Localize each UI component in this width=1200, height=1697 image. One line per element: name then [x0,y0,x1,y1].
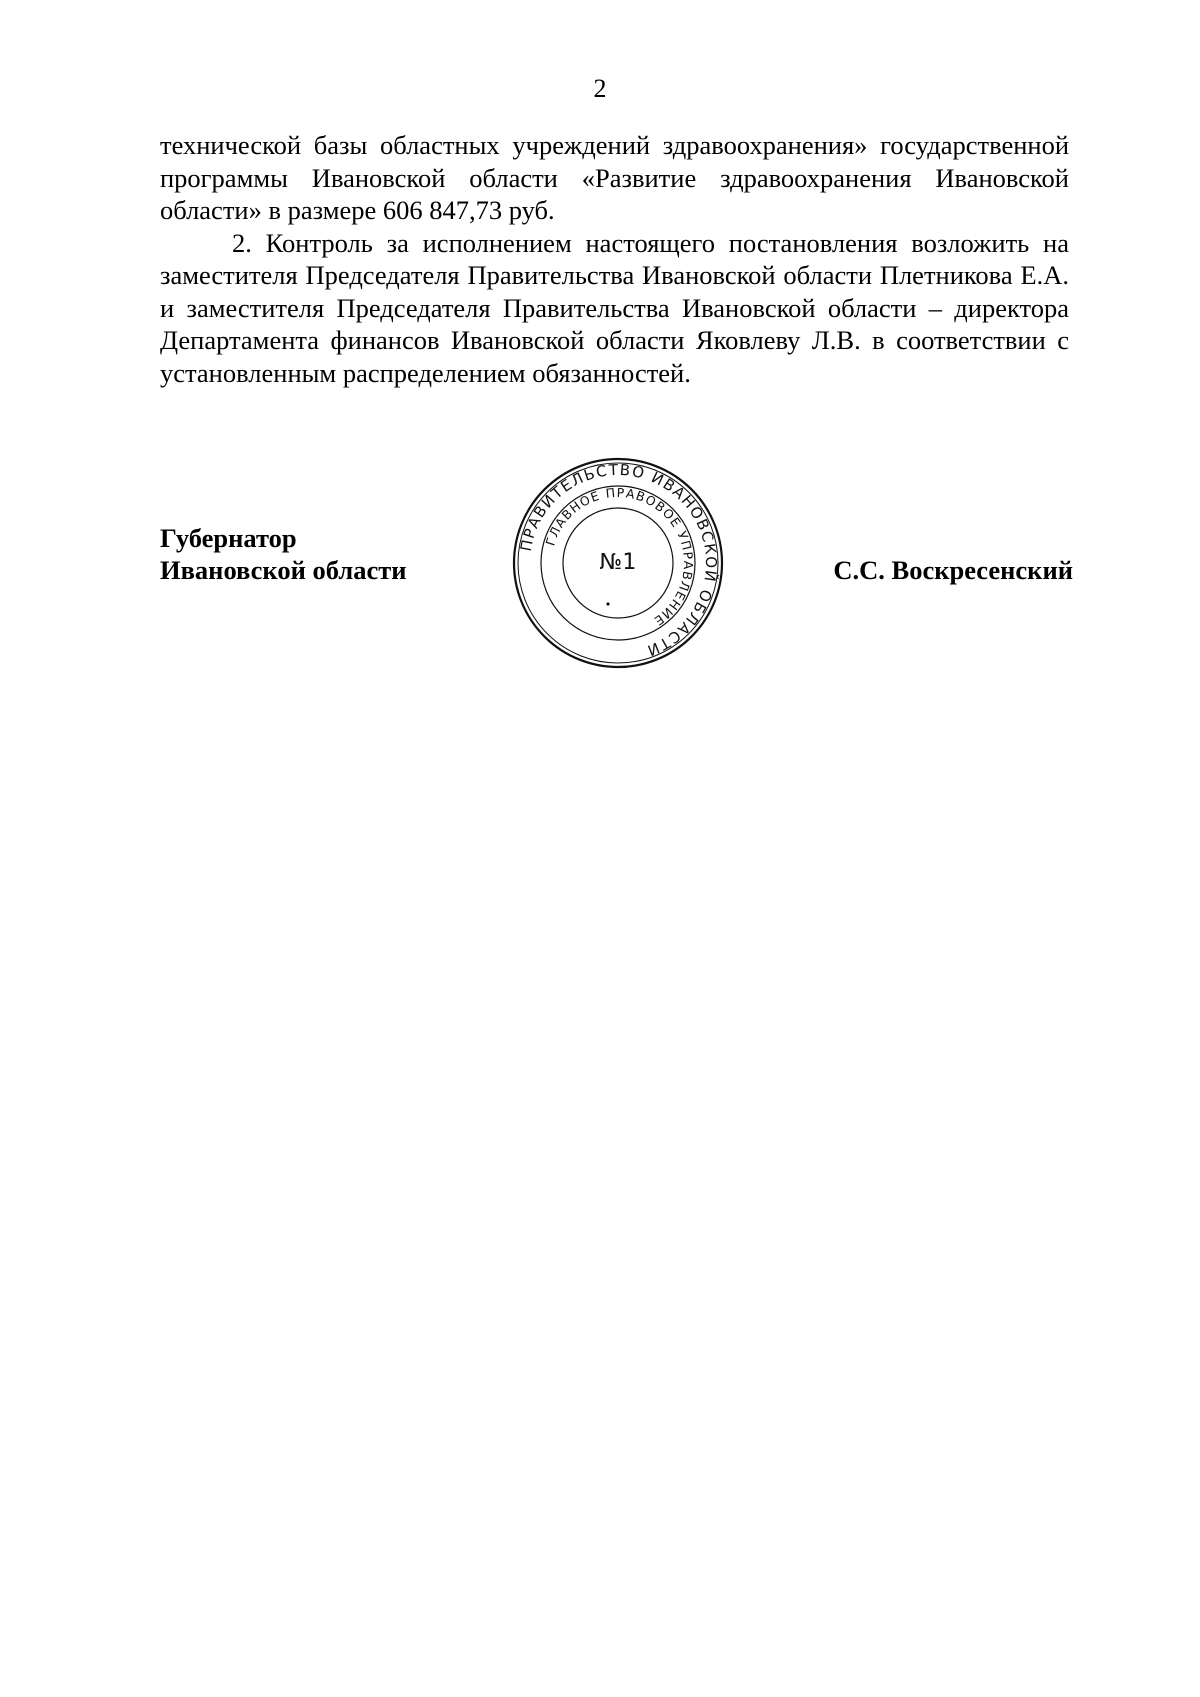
paragraph-control: 2. Контроль за исполнением настоящего постановления возложить на заместителя Председателя Правительства Ивановской области Плетникова Е.А. и заместителя Председателя Правительства Ивановской области – директора Департамента финансов Ивановской области Яковлеву Л.В. в соответствии с установленным распределением обязанностей. [160,227,1069,388]
signatory-name: С.С. Воскресенский [833,555,1073,585]
paragraph-continuation: технической базы областных учреждений здравоохранения» государственной программы Ивановской области «Развитие здравоохранения Ивановской области» в размере 606 847,73 руб. [160,130,1069,225]
seal-dot [606,602,609,605]
signatory-position-line2: Ивановской области [160,555,407,585]
seal-icon [511,456,725,670]
signatory-position-line1: Губернатор [160,523,297,553]
signatory-position [160,522,407,586]
document-body [160,129,1069,389]
seal-outer-text: ПРАВИТЕЛЬСТВО ИВАНОВСКОЙ ОБЛАСТИ [516,460,721,660]
official-seal [511,456,725,670]
seal-number: №1 [599,550,637,575]
page-number: 2 [593,74,607,103]
seal-inner-text: ГЛАВНОЕ ПРАВОВОЕ УПРАВЛЕНИЕ [542,484,697,630]
